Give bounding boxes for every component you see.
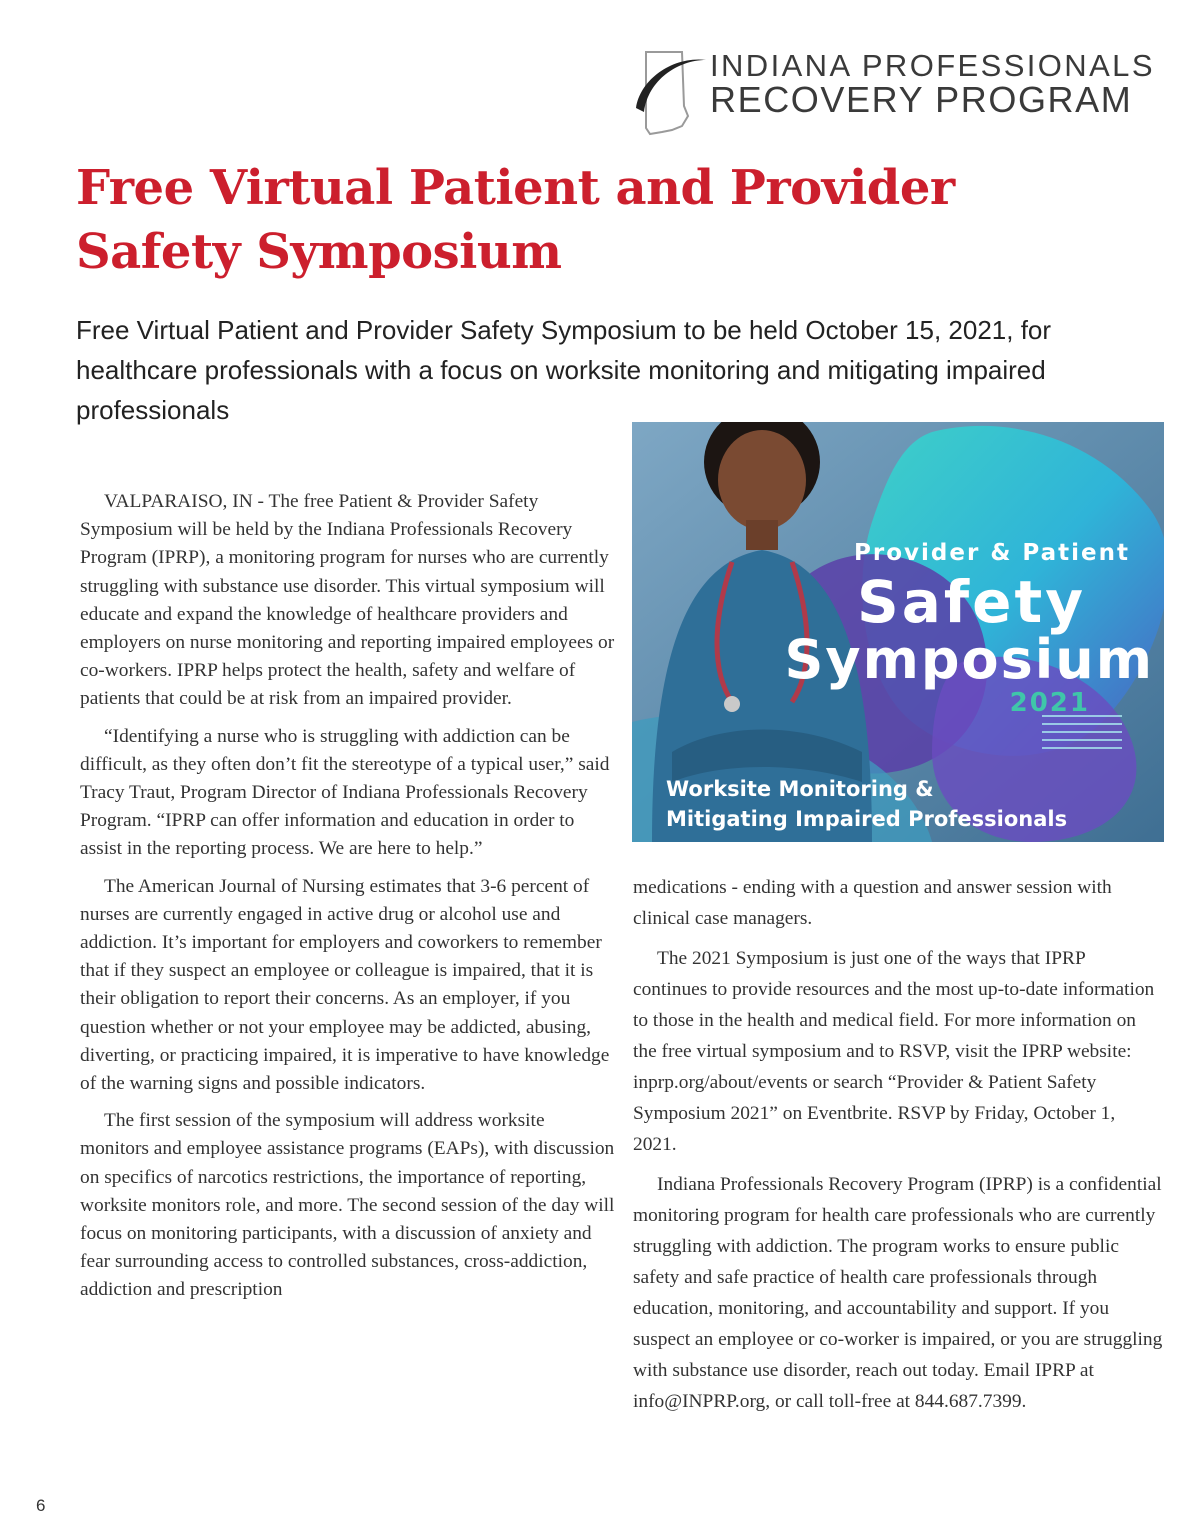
- article-title: Free Virtual Patient and Provider Safety Symposium: [76, 160, 955, 280]
- logo-wordmark: [710, 50, 1155, 118]
- paragraph: medications - ending with a question and answer session with clinical case managers.: [633, 877, 1112, 929]
- left-column: [80, 488, 615, 1314]
- paragraph: “Identifying a nurse who is struggling with addiction can be difficult, as they often don’t fit the stereotype of a typical user,” said Tracy Traut, Program Director of Indiana Professionals Recovery Program. “IPRP can offer information and education in order to assist in the reporting process. We are here to help.”: [80, 725, 610, 860]
- paragraph: Indiana Professionals Recovery Program (IPRP) is a confidential monitoring program for health care professionals who are currently struggling with addiction. The program works to ensure public safety and safe practice of health care professionals through education, monitoring, and accountability and support. If you suspect an employee or co-worker is impaired, or you are struggling with substance use disorder, reach out today. Email IPRP at info@INPRP.org, or call toll-free at 844.687.7399.: [633, 1174, 1163, 1412]
- paragraph: The American Journal of Nursing estimates that 3-6 percent of nurses are currently engaged in active drug or alcohol use and addiction. It’s important for employers and coworkers to remember that if they suspect an employee or colleague is impaired, that it is their obligation to report their concerns. As an employer, if you question whether or not your employee may be addicted, abusing, diverting, or practicing impaired, it is imperative to have knowledge of the warning signs and possible indicators.: [80, 875, 610, 1095]
- promo-tagline-line-2: Mitigating Impaired Professionals: [666, 807, 1068, 831]
- promo-symposium-heading: Symposium: [784, 628, 1154, 691]
- promo-safety-heading: Safety: [856, 568, 1086, 636]
- logo-line-2: RECOVERY PROGRAM: [710, 79, 1133, 120]
- logo-line-1: INDIANA PROFESSIONALS: [710, 48, 1155, 83]
- promo-year: 2021: [1009, 688, 1090, 718]
- promo-kicker: Provider & Patient: [854, 540, 1130, 566]
- right-column: [633, 872, 1163, 1426]
- indiana-state-outline-icon: [632, 46, 710, 138]
- article-subtitle: Free Virtual Patient and Provider Safety Symposium to be held October 15, 2021, for healthcare professionals with a focus on worksite monitoring and mitigating impaired professionals: [76, 315, 1052, 425]
- iprp-logo: [632, 46, 1162, 138]
- paragraph: The 2021 Symposium is just one of the ways that IPRP continues to provide resources and the most up-to-date information to those in the health and medical field. For more information on the free virtual symposium and to RSVP, visit the IPRP website: inprp.org/about/events or search “Provider & Patient Safety Symposium 2021” on Eventbrite. RSVP by Friday, October 1, 2021.: [633, 948, 1155, 1155]
- symposium-promo-image: [632, 422, 1164, 842]
- paragraph: The first session of the symposium will address worksite monitors and employee assistance programs (EAPs), with discussion on specifics of narcotics restrictions, the importance of reporting, worksite monitors role, and more. The second session of the day will focus on monitoring participants, with a discussion of anxiety and fear surrounding access to controlled substances, cross-addiction, addiction and prescription: [80, 1110, 615, 1301]
- page-number: 6: [36, 1496, 46, 1515]
- paragraph: VALPARAISO, IN - The free Patient & Provider Safety Symposium will be held by the Indiana Professionals Recovery Program (IPRP), a monitoring program for nurses who are currently struggling with substance use disorder. This virtual symposium will educate and expand the knowledge of healthcare providers and employers on nurse monitoring and reporting impaired employees or co-workers. IPRP helps protect the health, safety and welfare of patients that could be at risk from an impaired provider.: [80, 491, 615, 710]
- promo-tagline-line-1: Worksite Monitoring &: [666, 777, 934, 801]
- promo-tagline: [666, 774, 1067, 834]
